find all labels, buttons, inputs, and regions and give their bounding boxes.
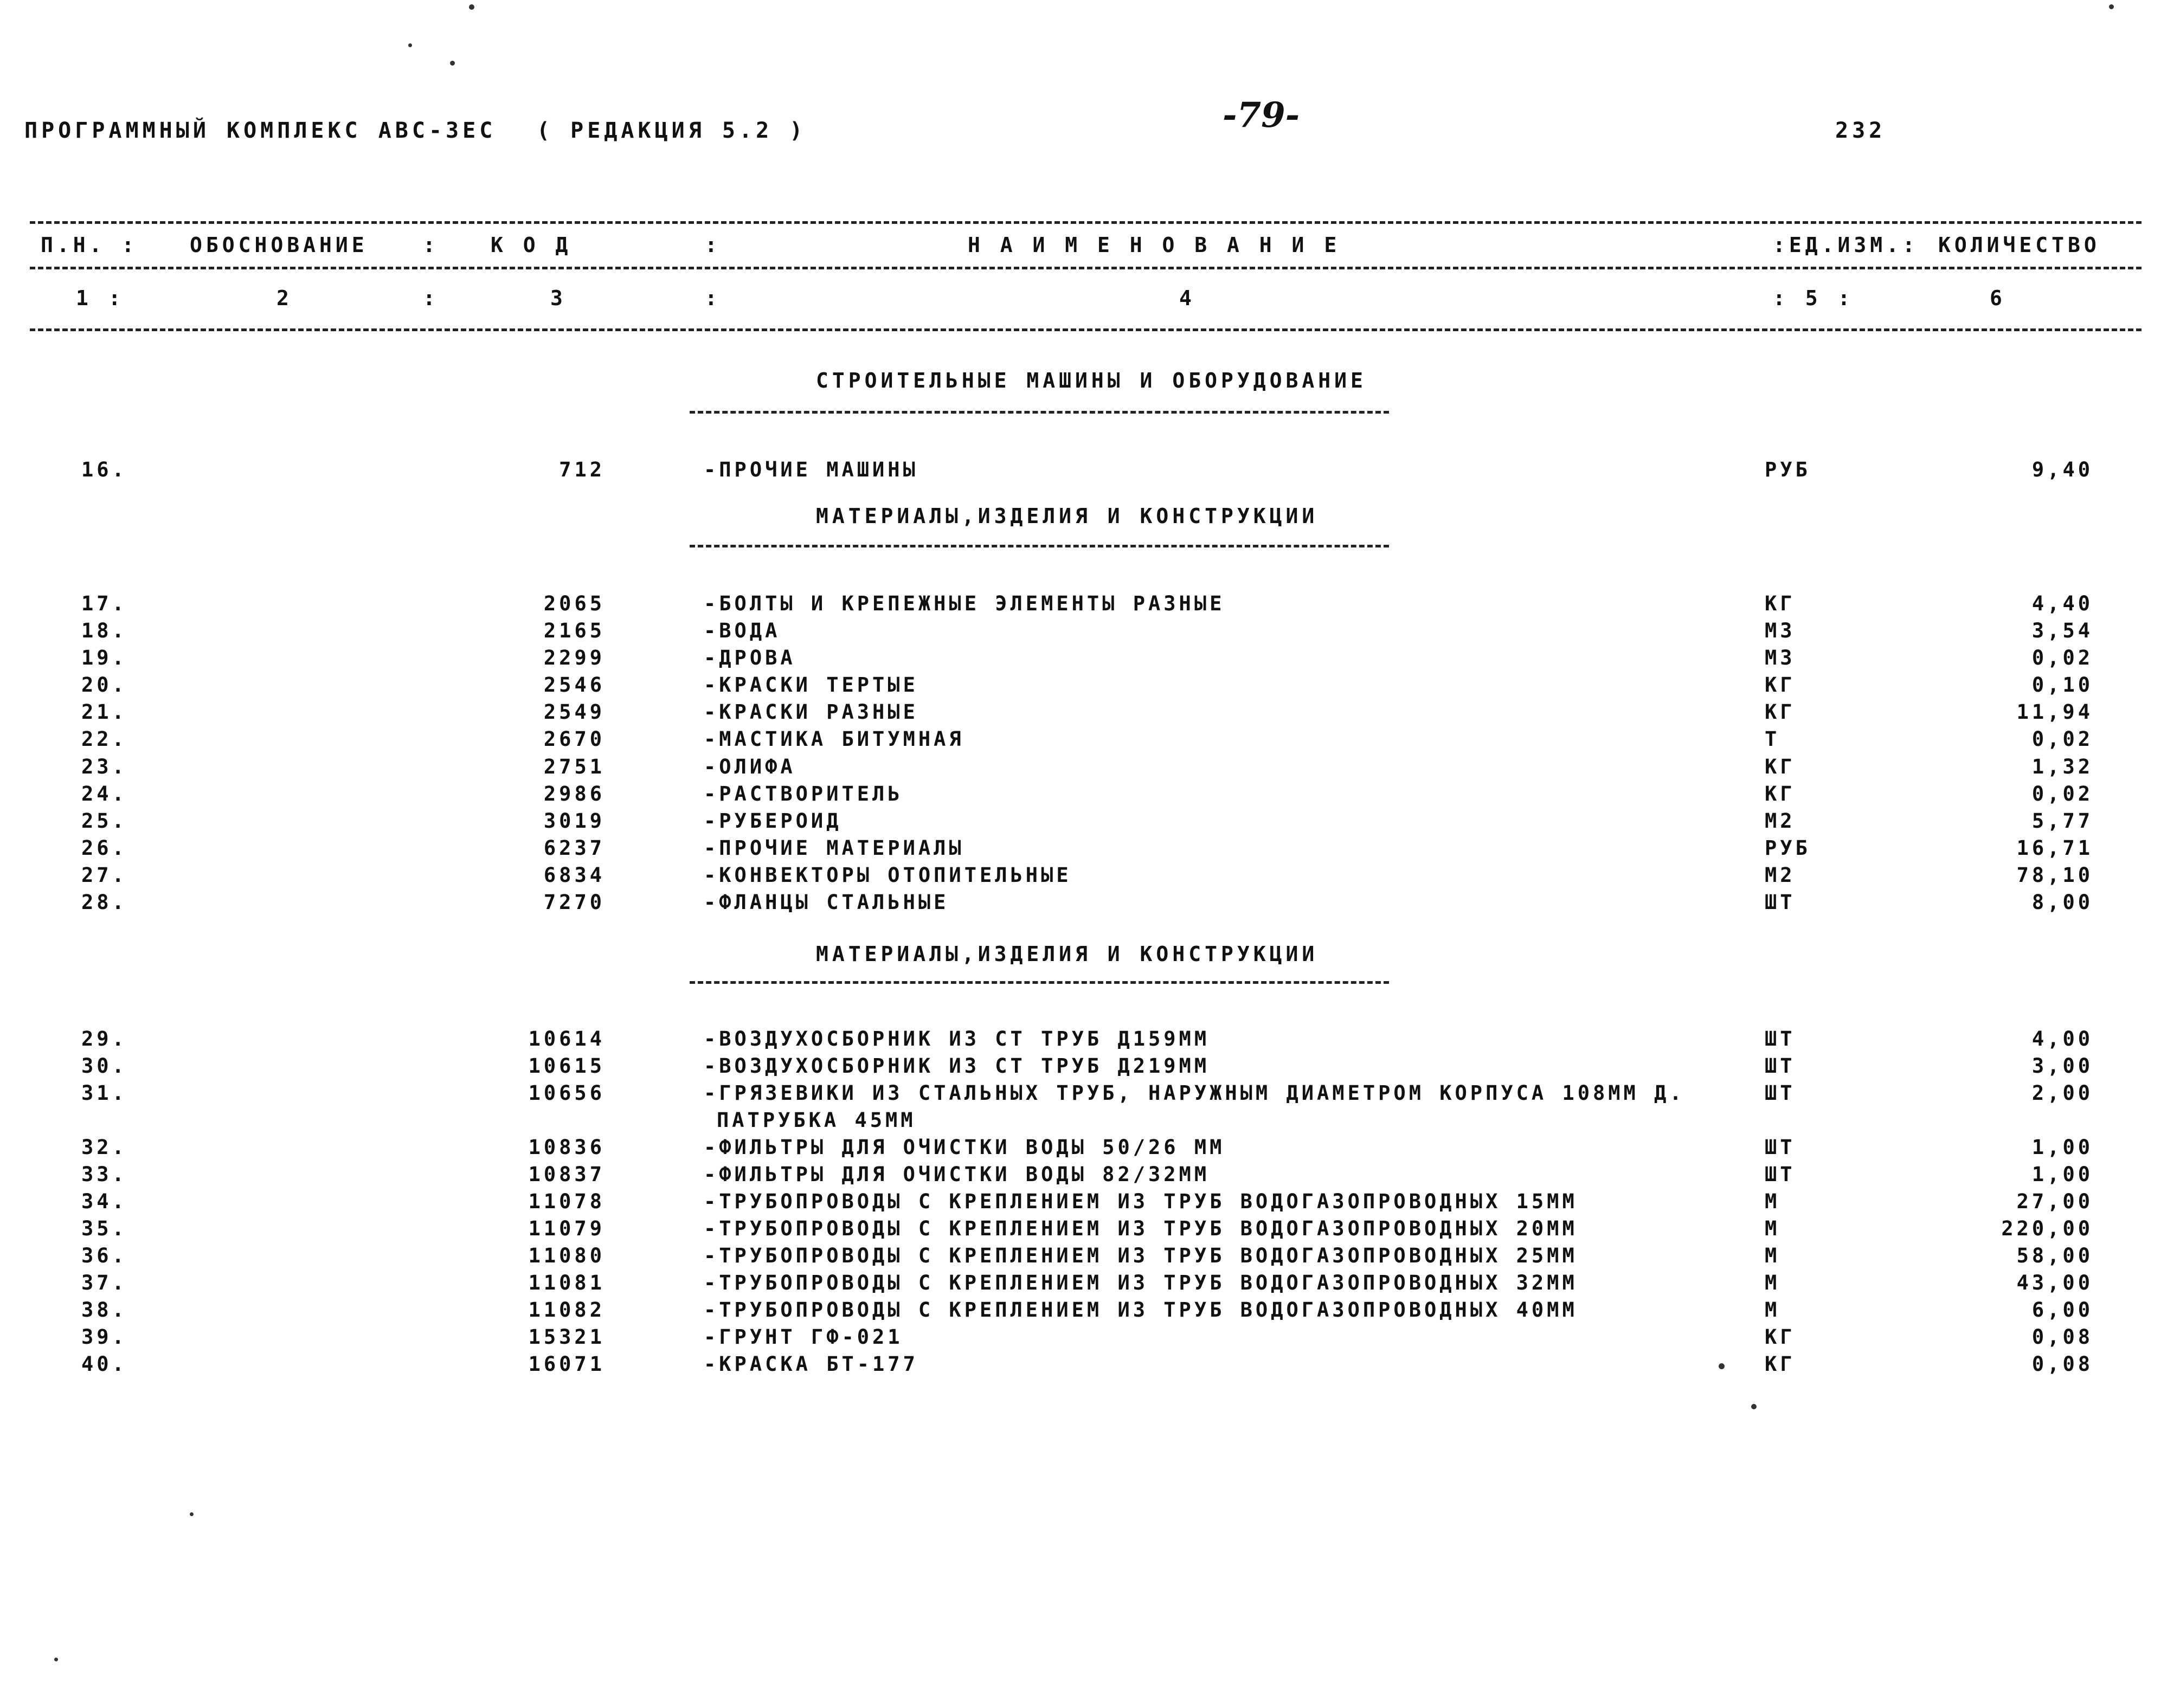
quantity: 3,54 (2031, 619, 2093, 642)
unit: КГ (1765, 1325, 1796, 1349)
col-header-basis: ОБОСНОВАНИЕ (190, 233, 368, 257)
quantity: 9,40 (2031, 458, 2093, 481)
quantity: 1,00 (2031, 1163, 2093, 1186)
col-number-4: 4 (1179, 286, 1195, 310)
quantity: 43,00 (2016, 1271, 2093, 1294)
resource-code: 2299 (543, 646, 605, 669)
resource-code: 6237 (543, 836, 605, 860)
resource-name: -КРАСКИ ТЕРТЫЕ (704, 673, 918, 697)
quantity: 0,08 (2031, 1325, 2093, 1349)
row-number: 28. (81, 891, 127, 914)
row-number: 30. (81, 1054, 127, 1078)
row-number: 33. (81, 1163, 127, 1186)
quantity: 16,71 (2016, 836, 2093, 860)
row-number: 21. (81, 700, 127, 724)
col-header-qty: КОЛИЧЕСТВО (1938, 233, 2100, 257)
resource-name: -ВОЗДУХОСБОРНИК ИЗ СТ ТРУБ Д219ММ (704, 1054, 1210, 1078)
row-number: 38. (81, 1298, 127, 1322)
quantity: 78,10 (2016, 863, 2093, 887)
resource-code: 10836 (528, 1136, 605, 1159)
scan-speck (190, 1512, 194, 1516)
row-number: 34. (81, 1190, 127, 1213)
resource-name: -ТРУБОПРОВОДЫ С КРЕПЛЕНИЕМ ИЗ ТРУБ ВОДОГАЗОПРОВОДНЫХ 32ММ (704, 1271, 1578, 1294)
unit: М2 (1765, 809, 1796, 833)
resource-name: -ДРОВА (704, 646, 796, 669)
unit: М (1765, 1244, 1780, 1267)
quantity: 220,00 (2001, 1217, 2093, 1240)
row-number: 22. (81, 727, 127, 751)
resource-name: -КОНВЕКТОРЫ ОТОПИТЕЛЬНЫЕ (704, 863, 1072, 887)
quantity: 0,08 (2031, 1352, 2093, 1376)
row-number: 23. (81, 755, 127, 778)
row-number: 32. (81, 1136, 127, 1159)
resource-code: 6834 (543, 863, 605, 887)
handwritten-page-stamp: -79- (1223, 95, 1300, 136)
scan-speck (54, 1658, 58, 1661)
unit: ШТ (1765, 1136, 1796, 1159)
col-number-6: 6 (1990, 286, 2006, 310)
row-number: 35. (81, 1217, 127, 1240)
resource-name: -ТРУБОПРОВОДЫ С КРЕПЛЕНИЕМ ИЗ ТРУБ ВОДОГАЗОПРОВОДНЫХ 40ММ (704, 1298, 1578, 1322)
row-number: 16. (81, 458, 127, 481)
row-number: 20. (81, 673, 127, 697)
quantity: 11,94 (2016, 700, 2093, 724)
resource-code: 2751 (543, 755, 605, 778)
resource-code: 11078 (528, 1190, 605, 1213)
unit: КГ (1765, 673, 1796, 697)
resource-code: 10614 (528, 1027, 605, 1050)
table-rule-top (30, 221, 2142, 224)
quantity: 5,77 (2031, 809, 2093, 833)
quantity: 0,10 (2031, 673, 2093, 697)
col-header-sep: : (705, 233, 721, 257)
resource-code: 712 (559, 458, 605, 481)
scan-speck (2109, 4, 2114, 9)
row-number: 37. (81, 1271, 127, 1294)
row-number: 26. (81, 836, 127, 860)
resource-name: -КРАСКИ РАЗНЫЕ (704, 700, 918, 724)
resource-name: -ТРУБОПРОВОДЫ С КРЕПЛЕНИЕМ ИЗ ТРУБ ВОДОГАЗОПРОВОДНЫХ 20ММ (704, 1217, 1578, 1240)
resource-code: 10656 (528, 1081, 605, 1105)
resource-name: -РАСТВОРИТЕЛЬ (704, 782, 903, 805)
quantity: 0,02 (2031, 782, 2093, 805)
unit: М (1765, 1298, 1780, 1322)
resource-name: -ФЛАНЦЫ СТАЛЬНЫЕ (704, 891, 949, 914)
row-number: 40. (81, 1352, 127, 1376)
resource-code: 10837 (528, 1163, 605, 1186)
col-header-sep: : (423, 233, 439, 257)
col-number-2: 2 (276, 286, 293, 310)
section-underline (690, 411, 1389, 414)
unit: Т (1765, 727, 1780, 751)
quantity: 0,02 (2031, 646, 2093, 669)
resource-name: -ФИЛЬТРЫ ДЛЯ ОЧИСТКИ ВОДЫ 82/32ММ (704, 1163, 1210, 1186)
scan-speck (469, 4, 474, 10)
program-title: ПРОГРАММНЫЙ КОМПЛЕКС АВС-3ЕС (24, 118, 497, 143)
scan-speck (1751, 1404, 1757, 1409)
unit: М (1765, 1271, 1780, 1294)
resource-name: -ПРОЧИЕ МАШИНЫ (704, 458, 918, 481)
scan-speck (450, 61, 455, 66)
section-underline (690, 545, 1389, 547)
resource-code: 11079 (528, 1217, 605, 1240)
col-number-1: 1 : (76, 286, 125, 310)
quantity: 1,32 (2031, 755, 2093, 778)
unit: КГ (1765, 700, 1796, 724)
resource-name: -ВОДА (704, 619, 781, 642)
unit: РУБ (1765, 836, 1811, 860)
row-number: 31. (81, 1081, 127, 1105)
section-title: СТРОИТЕЛЬНЫЕ МАШИНЫ И ОБОРУДОВАНИЕ (816, 369, 1367, 392)
table-rule-bottom (30, 328, 2142, 331)
unit: КГ (1765, 782, 1796, 805)
resource-code: 11080 (528, 1244, 605, 1267)
unit: ШТ (1765, 1081, 1796, 1105)
resource-name: -ФИЛЬТРЫ ДЛЯ ОЧИСТКИ ВОДЫ 50/26 ММ (704, 1136, 1225, 1159)
resource-name: -РУБЕРОИД (704, 809, 842, 833)
resource-name: -БОЛТЫ И КРЕПЕЖНЫЕ ЭЛЕМЕНТЫ РАЗНЫЕ (704, 592, 1225, 615)
resource-code: 3019 (543, 809, 605, 833)
unit: ШТ (1765, 891, 1796, 914)
quantity: 6,00 (2031, 1298, 2093, 1322)
resource-name: -КРАСКА БТ-177 (704, 1352, 918, 1376)
col-number-sep: : (423, 286, 439, 310)
unit: ШТ (1765, 1054, 1796, 1078)
resource-name: -ОЛИФА (704, 755, 796, 778)
scan-speck (1719, 1363, 1725, 1369)
resource-code: 2546 (543, 673, 605, 697)
resource-name: -ПРОЧИЕ МАТЕРИАЛЫ (704, 836, 964, 860)
resource-code: 2065 (543, 592, 605, 615)
resource-code: 10615 (528, 1054, 605, 1078)
quantity: 0,02 (2031, 727, 2093, 751)
row-number: 24. (81, 782, 127, 805)
row-number: 18. (81, 619, 127, 642)
resource-name: -ТРУБОПРОВОДЫ С КРЕПЛЕНИЕМ ИЗ ТРУБ ВОДОГАЗОПРОВОДНЫХ 25ММ (704, 1244, 1578, 1267)
quantity: 4,00 (2031, 1027, 2093, 1050)
col-header-code: К О Д (491, 233, 572, 257)
col-header-pn: П.Н. : (41, 233, 138, 257)
section-title: МАТЕРИАЛЫ,ИЗДЕЛИЯ И КОНСТРУКЦИИ (816, 504, 1319, 528)
col-header-unit: :ЕД.ИЗМ.: (1773, 233, 1919, 257)
row-number: 25. (81, 809, 127, 833)
resource-name: -ГРУНТ ГФ-021 (704, 1325, 903, 1349)
row-number: 17. (81, 592, 127, 615)
scan-speck (408, 43, 412, 47)
unit: КГ (1765, 592, 1796, 615)
resource-code: 15321 (528, 1325, 605, 1349)
unit: КГ (1765, 755, 1796, 778)
resource-code: 7270 (543, 891, 605, 914)
edition-label: ( РЕДАКЦИЯ 5.2 ) (537, 118, 807, 143)
resource-code: 2986 (543, 782, 605, 805)
unit: ШТ (1765, 1027, 1796, 1050)
quantity: 27,00 (2016, 1190, 2093, 1213)
resource-code: 11081 (528, 1271, 605, 1294)
quantity: 3,00 (2031, 1054, 2093, 1078)
row-number: 36. (81, 1244, 127, 1267)
resource-code: 16071 (528, 1352, 605, 1376)
resource-code: 2549 (543, 700, 605, 724)
quantity: 8,00 (2031, 891, 2093, 914)
row-number: 39. (81, 1325, 127, 1349)
unit: М (1765, 1217, 1780, 1240)
section-title: МАТЕРИАЛЫ,ИЗДЕЛИЯ И КОНСТРУКЦИИ (816, 942, 1319, 966)
unit: М (1765, 1190, 1780, 1213)
resource-name: -ГРЯЗЕВИКИ ИЗ СТАЛЬНЫХ ТРУБ, НАРУЖНЫМ ДИАМЕТРОМ КОРПУСА 108ММ Д. (704, 1081, 1685, 1105)
unit: М3 (1765, 619, 1796, 642)
resource-code: 11082 (528, 1298, 605, 1322)
resource-name: -ТРУБОПРОВОДЫ С КРЕПЛЕНИЕМ ИЗ ТРУБ ВОДОГАЗОПРОВОДНЫХ 15ММ (704, 1190, 1578, 1213)
col-header-name: Н А И М Е Н О В А Н И Е (968, 233, 1341, 257)
table-rule-mid (30, 267, 2142, 269)
quantity: 58,00 (2016, 1244, 2093, 1267)
row-number: 19. (81, 646, 127, 669)
unit: КГ (1765, 1352, 1796, 1376)
quantity: 4,40 (2031, 592, 2093, 615)
unit: РУБ (1765, 458, 1811, 481)
unit: М3 (1765, 646, 1796, 669)
col-number-3: 3 (550, 286, 567, 310)
resource-name: -ВОЗДУХОСБОРНИК ИЗ СТ ТРУБ Д159ММ (704, 1027, 1210, 1050)
row-number: 29. (81, 1027, 127, 1050)
resource-code: 2670 (543, 727, 605, 751)
resource-name: -МАСТИКА БИТУМНАЯ (704, 727, 964, 751)
unit: ШТ (1765, 1163, 1796, 1186)
resource-code: 2165 (543, 619, 605, 642)
quantity: 2,00 (2031, 1081, 2093, 1105)
quantity: 1,00 (2031, 1136, 2093, 1159)
section-underline (690, 981, 1389, 984)
resource-name-continuation: ПАТРУБКА 45ММ (717, 1108, 916, 1132)
unit: М2 (1765, 863, 1796, 887)
col-number-sep: : (705, 286, 721, 310)
col-number-5: : 5 : (1773, 286, 1854, 310)
page-number: 232 (1835, 118, 1886, 143)
row-number: 27. (81, 863, 127, 887)
